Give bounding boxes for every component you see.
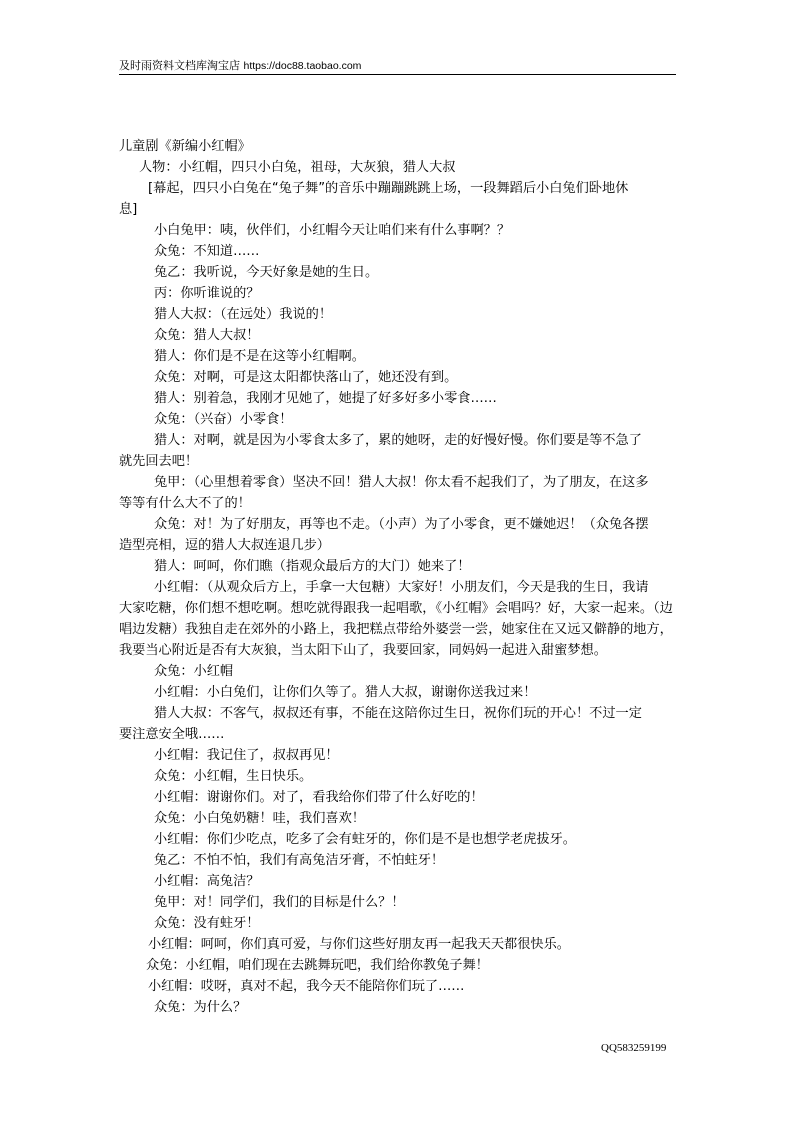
script-line: 小红帽：小白兔们，让你们久等了。猎人大叔，谢谢你送我过来！: [154, 685, 537, 700]
script-line: 兔乙：不怕不怕，我们有高兔洁牙膏，不怕蛀牙！: [154, 853, 445, 868]
shop-url[interactable]: https://doc88.taobao.com: [243, 60, 362, 72]
script-line: 众兔：猎人大叔！: [154, 328, 260, 343]
shop-name: 及时雨资料文档库淘宝店: [119, 59, 240, 72]
script-line-continuation: 要注意安全哦……: [119, 727, 225, 742]
script-line-continuation: 等等有什么大不了的！: [119, 496, 251, 511]
script-line-text: 小红帽：（从观众后方上，手拿一大包糖）大家好！小朋友们，今天是我的生日，我请: [154, 580, 649, 595]
script-line: [119, 430, 676, 472]
script-line: 众兔：不知道……: [154, 244, 260, 259]
script-line-text: 兔甲：（心里想着零食）坚决不回！猎人大叔！你太看不起我们了，为了朋友，在这多: [154, 475, 649, 490]
script-line: 小白兔甲：咦，伙伴们，小红帽今天让咱们来有什么事啊？？: [154, 223, 511, 238]
script-line-text: 众兔：对！为了好朋友，再等也不走。（小声）为了小零食，更不嫌她迟！（众兔各摆: [154, 517, 649, 532]
script-line: 众兔：为什么？: [154, 1000, 247, 1015]
script-line: 小红帽：哎呀，真对不起，我今天不能陪你们玩了……: [148, 979, 465, 994]
script-line: 众兔：小红帽，生日快乐。: [154, 769, 313, 784]
script-line-continuation: 息]: [119, 202, 138, 217]
script-line: 小红帽：高兔洁？: [154, 874, 260, 889]
script-line: 兔甲：对！同学们，我们的目标是什么？！: [154, 895, 405, 910]
script-line: [119, 577, 676, 661]
script-line: 人物：小红帽，四只小白兔，祖母，大灰狼，猎人大叔: [139, 160, 456, 175]
page-header: [119, 58, 676, 75]
script-line: 兔乙：我听说，今天好象是她的生日。: [154, 265, 379, 280]
script-line: [119, 178, 676, 220]
script-line-text: [幕起，四只小白兔在“兔子舞”的音乐中蹦蹦跳跳上场，一段舞蹈后小白兔们卧地休: [148, 181, 629, 196]
script-line: 小红帽：我记住了，叔叔再见！: [154, 748, 339, 763]
document-body: [119, 136, 676, 1018]
script-line: 小红帽：谢谢你们。对了，看我给你们带了什么好吃的！: [154, 790, 484, 805]
script-line-text: 猎人：对啊，就是因为小零食太多了，累的她呀，走的好慢好慢。你们要是等不急了: [154, 433, 642, 448]
script-line: 猎人：别着急，我刚才见她了，她提了好多好多小零食……: [154, 391, 497, 406]
script-line: [119, 472, 676, 514]
script-line: 猎人：你们是不是在这等小红帽啊。: [154, 349, 365, 364]
script-line-continuation: 大家吃糖，你们想不想吃啊。想吃就得跟我一起唱歌，《小红帽》会唱吗？好，大家一起来。（边唱边发糖）我独自走在郊外的小路上，我把糕点带给外婆尝一尝，她家住在又远又僻静的地方，我要当心附近是否有大灰狼，当太阳下山了，我要回家，同妈妈一起进入甜蜜梦想。: [119, 601, 673, 658]
script-line: 众兔：小白兔奶糖！哇，我们喜欢！: [154, 811, 365, 826]
script-line: 猎人：呵呵，你们瞧（指观众最后方的大门）她来了！: [154, 559, 471, 574]
script-line: 猎人大叔：（在远处）我说的！: [154, 307, 333, 322]
script-line: 小红帽：你们少吃点，吃多了会有蛀牙的，你们是不是也想学老虎拔牙。: [154, 832, 576, 847]
script-line: 小红帽：呵呵，你们真可爱，与你们这些好朋友再一起我天天都很快乐。: [148, 937, 570, 952]
play-title: 儿童剧《新编小红帽》: [119, 139, 251, 154]
page-footer: QQ583259199: [601, 1042, 667, 1054]
script-line: 众兔：小红帽: [154, 664, 234, 679]
script-line: [119, 514, 676, 556]
script-line: 丙：你听谁说的？: [154, 286, 260, 301]
script-line: 众兔：对啊，可是这太阳都快落山了，她还没有到。: [154, 370, 458, 385]
script-line-continuation: 造型亮相，逗的猎人大叔连退几步）: [119, 538, 330, 553]
script-line: [119, 703, 676, 745]
script-line-text: 猎人大叔：不客气，叔叔还有事，不能在这陪你过生日，祝你们玩的开心！不过一定: [154, 706, 642, 721]
script-line: 众兔：（兴奋）小零食！: [154, 412, 293, 427]
script-line-continuation: 就先回去吧！: [119, 454, 199, 469]
script-line: 众兔：小红帽，咱们现在去跳舞玩吧，我们给你教兔子舞！: [146, 958, 489, 973]
script-line: 众兔：没有蛀牙！: [154, 916, 260, 931]
script-lines: [119, 157, 676, 1018]
